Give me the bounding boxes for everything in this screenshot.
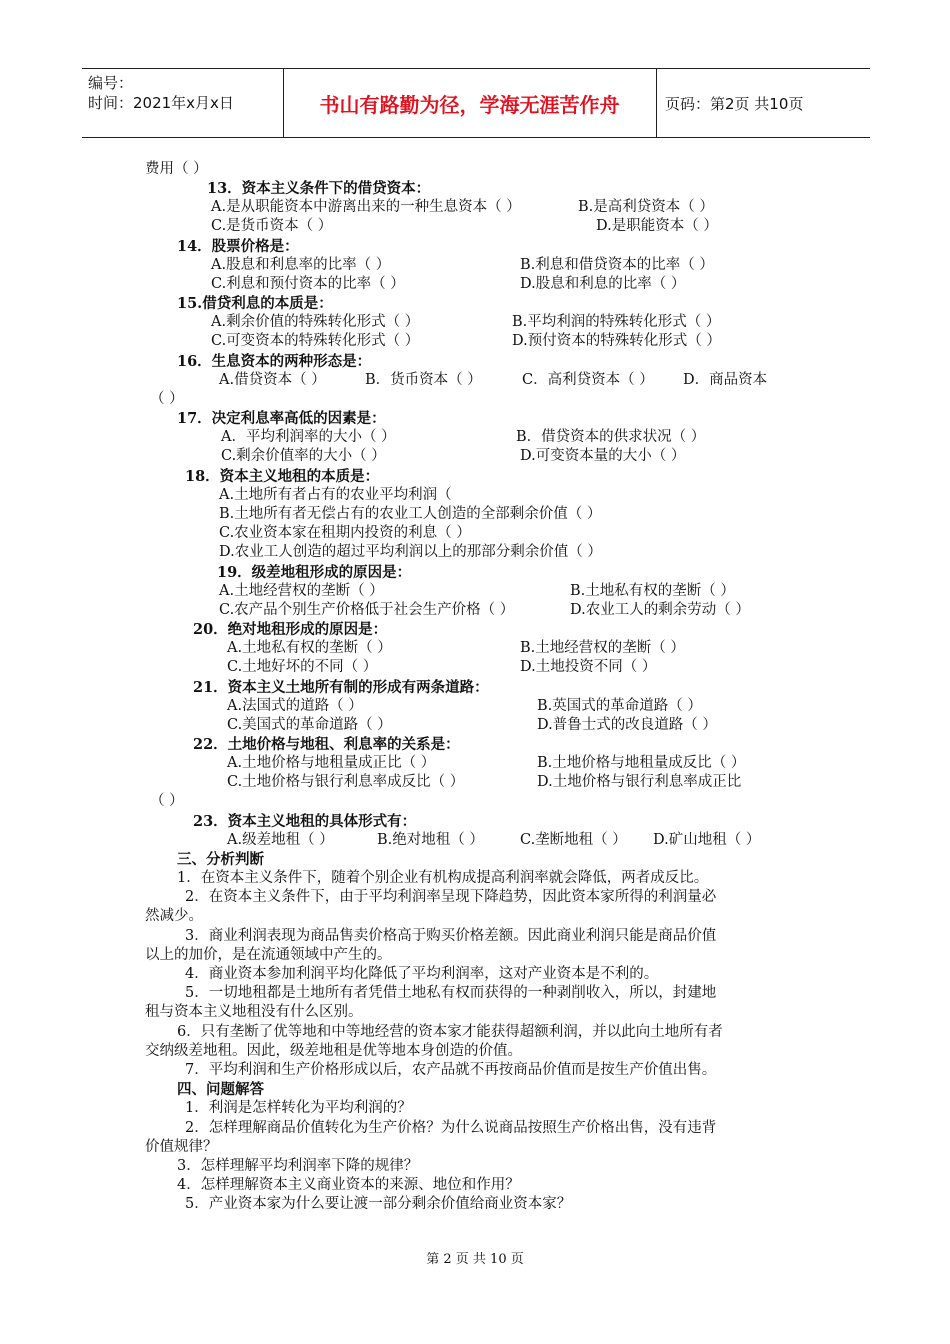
section-heading: 四、问题解答 — [177, 1081, 264, 1098]
text-line: 7．平均利润和生产价格形成以后，农产品就不再按商品价值而是按生产价值出售。 — [185, 1062, 717, 1078]
option-d: D.是职能资本（ ） — [596, 218, 718, 234]
option-a: A.法国式的道路（ ） — [227, 698, 363, 714]
question-heading: 14．股票价格是： — [177, 238, 299, 255]
option-b: B.是高利贷资本（ ） — [578, 199, 714, 215]
option-c: C.美国式的革命道路（ ） — [227, 717, 392, 733]
question-heading: 23．资本主义地租的具体形式有： — [193, 813, 417, 830]
option-b: B.绝对地租（ ） — [377, 832, 484, 848]
option-a: A.土地经营权的垄断（ ） — [219, 583, 384, 599]
option-c: C．高利贷资本（ ） — [522, 372, 654, 388]
question-heading: 20．绝对地租形成的原因是： — [193, 621, 388, 638]
option-b: B.土地私有权的垄断（ ） — [570, 583, 735, 599]
number-label: 编号： — [88, 74, 134, 92]
option-a: A.借贷资本（ ） — [219, 372, 326, 388]
question-heading: 21．资本主义土地所有制的形成有两条道路： — [193, 679, 489, 696]
text-line: 交纳级差地租。因此，级差地租是优等地本身创造的价值。 — [145, 1043, 522, 1059]
text-line: 3．商业利润表现为商品售卖价格高于购买价格差额。因此商业利润只能是商品价值 — [185, 928, 717, 944]
text-line: 4．怎样理解资本主义商业资本的来源、地位和作用？ — [177, 1177, 520, 1193]
option-c: C.是货币资本（ ） — [211, 218, 333, 234]
text-line: （ ） — [150, 793, 184, 809]
text-line: 价值规律？ — [145, 1139, 218, 1155]
text-line: 2．怎样理解商品价值转化为生产价格？为什么说商品按照生产价格出售，没有违背 — [185, 1120, 717, 1136]
option-d: D.可变资本量的大小（ ） — [520, 448, 686, 464]
question-heading: 15.借贷利息的本质是： — [177, 295, 333, 312]
question-heading: 13．资本主义条件下的借贷资本： — [207, 180, 431, 197]
option-a: A.级差地租（ ） — [227, 832, 334, 848]
option-a: A.土地价格与地租量成正比（ ） — [227, 755, 436, 771]
text-line: 5．一切地租都是土地所有者凭借土地私有权而获得的一种剥削收入，所以，封建地 — [185, 985, 717, 1001]
option-d: D.预付资本的特殊转化形式（ ） — [512, 333, 721, 349]
header-motto: 书山有路勤为径，学海无涯苦作舟 — [319, 92, 620, 117]
question-heading: 17．决定利息率高低的因素是： — [177, 410, 386, 427]
option-c: C.利息和预付资本的比率（ ） — [211, 276, 405, 292]
option-a: A.土地所有者占有的农业平均利润（ — [219, 487, 452, 503]
option-a: A．平均利润率的大小（ ） — [221, 429, 396, 445]
option-d: D.农业工人的剩余劳动（ ） — [570, 602, 750, 618]
text-line: 租与资本主义地租没有什么区别。 — [145, 1004, 363, 1020]
page-footer: 第 2 页 共 10 页 — [426, 1252, 524, 1267]
page-header — [82, 68, 870, 138]
option-a: A.土地私有权的垄断（ ） — [227, 640, 392, 656]
text-line: 然减少。 — [145, 908, 203, 924]
option-d: D.农业工人创造的超过平均利润以上的那部分剩余价值（ ） — [219, 544, 602, 560]
header-page-info: 页码：第2页 共10页 — [665, 95, 804, 113]
option-d: D．商品资本 — [683, 372, 768, 388]
text-line: 2．在资本主义条件下，由于平均利润率呈现下降趋势，因此资本家所得的利润量必 — [185, 889, 717, 905]
option-d: D.土地价格与银行利息率成正比 — [537, 774, 742, 790]
text-line: 以上的加价，是在流通领域中产生的。 — [145, 947, 392, 963]
section-heading: 三、分析判断 — [177, 851, 264, 868]
option-b: B.土地经营权的垄断（ ） — [520, 640, 685, 656]
text-line: 5．产业资本家为什么要让渡一部分剩余价值给商业资本家？ — [185, 1196, 572, 1212]
option-b: B.英国式的革命道路（ ） — [537, 698, 702, 714]
date-label: 时间：2021年x月x日 — [88, 94, 234, 112]
text-line: 1．在资本主义条件下，随着个别企业有机构成提高利润率就会降低，两者成反比。 — [177, 870, 709, 886]
option-b: B.利息和借贷资本的比率（ ） — [520, 257, 714, 273]
text-line: 费用（ ） — [145, 161, 208, 177]
question-heading: 18．资本主义地租的本质是： — [185, 468, 380, 485]
text-line: 1．利润是怎样转化为平均利润的？ — [185, 1100, 412, 1116]
option-d: D.土地投资不同（ ） — [520, 659, 657, 675]
text-line: 3．怎样理解平均利润率下降的规律？ — [177, 1158, 419, 1174]
text-line: 4．商业资本参加利润平均化降低了平均利润率，这对产业资本是不利的。 — [185, 966, 659, 982]
option-c: C.农产品个别生产价格低于社会生产价格（ ） — [219, 602, 515, 618]
option-c: C.农业资本家在租期内投资的利息（ ） — [219, 525, 471, 541]
option-b: B.土地价格与地租量成反比（ ） — [537, 755, 746, 771]
option-c: C.垄断地租（ ） — [520, 832, 627, 848]
option-a: A.是从职能资本中游离出来的一种生息资本（ ） — [211, 199, 521, 215]
option-c: C.土地价格与银行利息率成反比（ ） — [227, 774, 465, 790]
option-c: C.土地好坏的不同（ ） — [227, 659, 378, 675]
question-heading: 22．土地价格与地租、利息率的关系是： — [193, 736, 460, 753]
header-divider — [656, 69, 657, 137]
text-line: 6．只有垄断了优等地和中等地经营的资本家才能获得超额利润，并以此向土地所有者 — [177, 1024, 723, 1040]
option-a: A.剩余价值的特殊转化形式（ ） — [211, 314, 420, 330]
question-heading: 19．级差地租形成的原因是： — [217, 564, 412, 581]
option-d: D.矿山地租（ ） — [653, 832, 761, 848]
option-b: B.土地所有者无偿占有的农业工人创造的全部剩余价值（ ） — [219, 506, 602, 522]
header-left — [88, 73, 234, 113]
text-line: （ ） — [150, 391, 184, 407]
option-b: B．货币资本（ ） — [365, 372, 482, 388]
option-b: B．借贷资本的供求状况（ ） — [516, 429, 706, 445]
question-heading: 16．生息资本的两种形态是： — [177, 353, 372, 370]
option-c: C.可变资本的特殊转化形式（ ） — [211, 333, 420, 349]
option-b: B.平均利润的特殊转化形式（ ） — [512, 314, 721, 330]
option-c: C.剩余价值率的大小（ ） — [221, 448, 386, 464]
option-d: D.普鲁士式的改良道路（ ） — [537, 717, 717, 733]
option-d: D.股息和利息的比率（ ） — [520, 276, 686, 292]
option-a: A.股息和利息率的比率（ ） — [211, 257, 391, 273]
